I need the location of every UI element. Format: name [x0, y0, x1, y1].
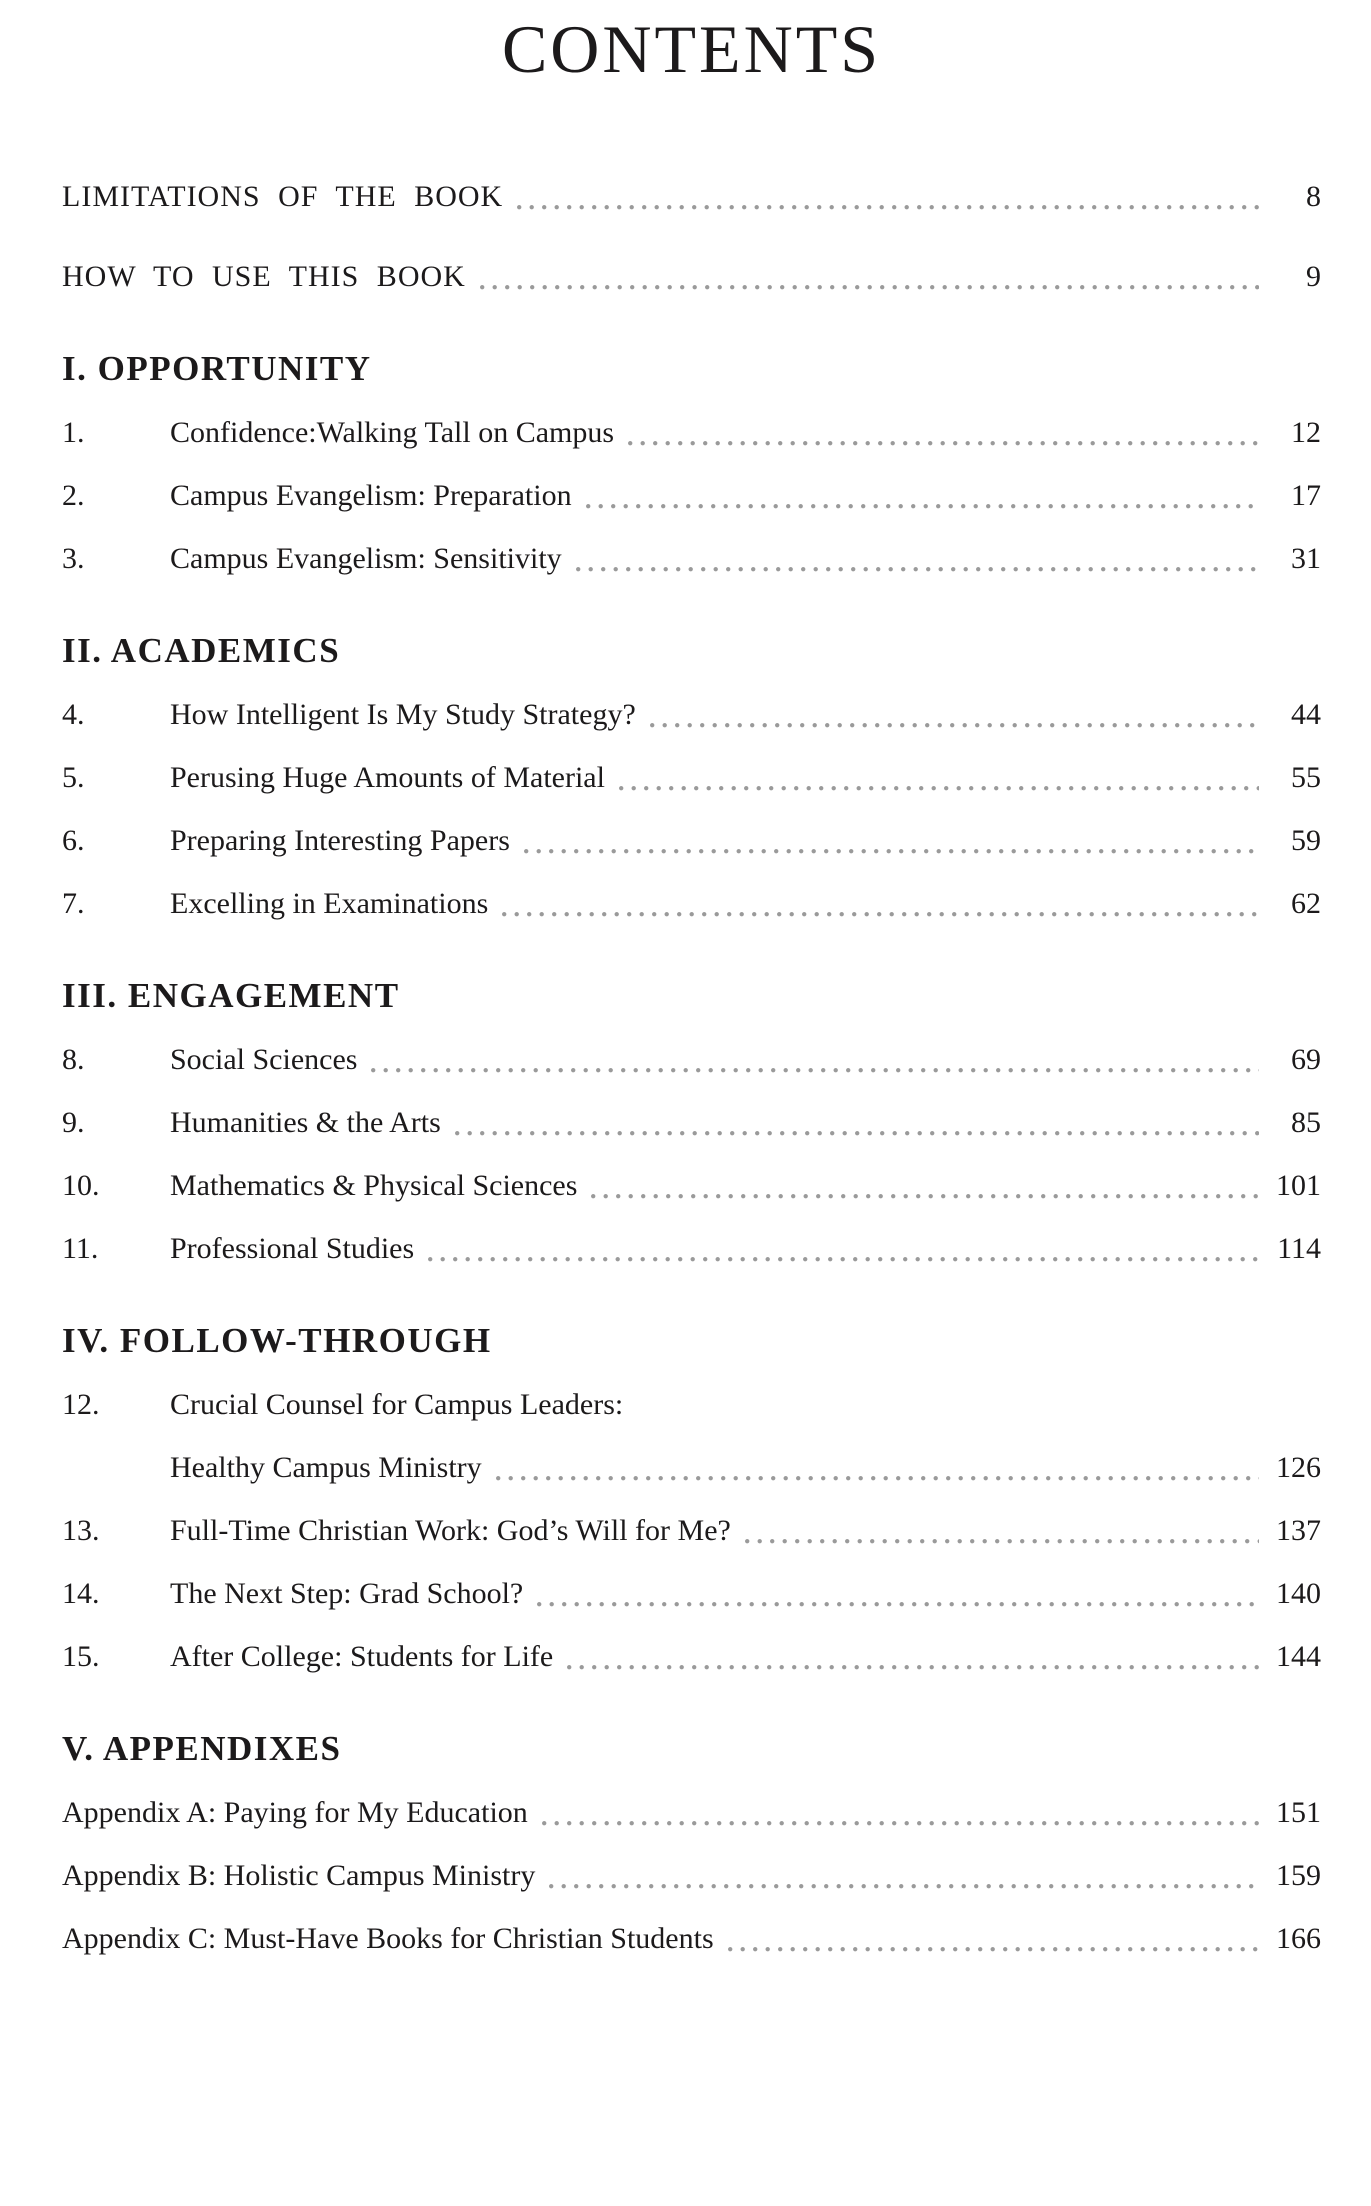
toc-entry-label: Full-Time Christian Work: God’s Will for Me? [170, 1514, 731, 1548]
toc-section-follow-through [62, 1321, 1321, 1675]
chapter-number: 7. [62, 887, 85, 921]
toc-entry-label: Mathematics & Physical Sciences [170, 1169, 578, 1203]
dot-leader [496, 1476, 1259, 1481]
section-heading: II. ACADEMICS [62, 631, 341, 671]
chapter-number: 14. [62, 1577, 100, 1611]
section-heading: IV. FOLLOW-THROUGH [62, 1321, 492, 1361]
toc-section-opportunity [62, 349, 1321, 577]
toc-row [62, 415, 1321, 451]
dot-leader [537, 1602, 1259, 1607]
dot-leader [586, 504, 1259, 509]
page-number: 144 [1276, 1640, 1321, 1674]
chapter-number: 15. [62, 1640, 100, 1674]
page-number: 12 [1291, 416, 1321, 450]
toc-entry-label: Social Sciences [170, 1043, 358, 1077]
toc-row [62, 1042, 1321, 1078]
toc-row [62, 1387, 1321, 1423]
chapter-number: 4. [62, 698, 85, 732]
toc-row [62, 1513, 1321, 1549]
dot-leader [549, 1884, 1259, 1889]
toc-entry-label: LIMITATIONS OF THE BOOK [62, 180, 504, 214]
page-number: 59 [1291, 824, 1321, 858]
page-number: 140 [1276, 1577, 1321, 1611]
section-heading: V. APPENDIXES [62, 1729, 342, 1769]
dot-leader [517, 205, 1259, 210]
chapter-number: 2. [62, 479, 85, 513]
page-number: 114 [1277, 1232, 1321, 1266]
page-number: 8 [1306, 180, 1321, 214]
dot-leader [502, 912, 1259, 917]
page-number: 126 [1276, 1451, 1321, 1485]
page-number: 44 [1291, 698, 1321, 732]
page-number: 9 [1306, 260, 1321, 294]
toc-entry-label: Campus Evangelism: Sensitivity [170, 542, 562, 576]
dot-leader [371, 1068, 1259, 1073]
toc-entry-label: Campus Evangelism: Preparation [170, 479, 572, 513]
chapter-number: 8. [62, 1043, 85, 1077]
toc-row [62, 541, 1321, 577]
toc-entry-label: Crucial Counsel for Campus Leaders: [170, 1388, 624, 1422]
front-matter-list [62, 179, 1321, 295]
toc-row [62, 1576, 1321, 1612]
page-number: 55 [1291, 761, 1321, 795]
toc-entry-label: Professional Studies [170, 1232, 415, 1266]
dot-leader [576, 567, 1259, 572]
section-heading: III. ENGAGEMENT [62, 976, 400, 1016]
chapter-number: 5. [62, 761, 85, 795]
toc-row [62, 823, 1321, 859]
toc-row [62, 697, 1321, 733]
chapter-number: 9. [62, 1106, 85, 1140]
toc-entry-label: Appendix C: Must-Have Books for Christian Students [62, 1922, 714, 1956]
toc-sections [62, 349, 1321, 1957]
page-number: 159 [1276, 1859, 1321, 1893]
toc-entry-label: Humanities & the Arts [170, 1106, 441, 1140]
toc-entry-label: Appendix B: Holistic Campus Ministry [62, 1859, 536, 1893]
toc-entry-label: The Next Step: Grad School? [170, 1577, 524, 1611]
page-number: 137 [1276, 1514, 1321, 1548]
toc-row [62, 760, 1321, 796]
toc-row [62, 1921, 1321, 1957]
dot-leader [628, 441, 1259, 446]
toc-row [62, 1231, 1321, 1267]
toc-row [62, 259, 1321, 295]
page-number: 166 [1276, 1922, 1321, 1956]
page-number: 62 [1291, 887, 1321, 921]
dot-leader [745, 1539, 1259, 1544]
page-number: 101 [1276, 1169, 1321, 1203]
page-number: 151 [1276, 1796, 1321, 1830]
toc-row [62, 1639, 1321, 1675]
chapter-number: 10. [62, 1169, 100, 1203]
dot-leader [619, 786, 1259, 791]
chapter-number: 13. [62, 1514, 100, 1548]
toc-entry-label: How Intelligent Is My Study Strategy? [170, 698, 636, 732]
toc-row [62, 1450, 1321, 1486]
toc-entry-label: Appendix A: Paying for My Education [62, 1796, 528, 1830]
toc-section-appendixes [62, 1729, 1321, 1957]
chapter-number: 6. [62, 824, 85, 858]
dot-leader [567, 1665, 1259, 1670]
dot-leader [728, 1947, 1259, 1952]
toc-row [62, 179, 1321, 215]
toc-entry-label: HOW TO USE THIS BOOK [62, 260, 466, 294]
toc-section-engagement [62, 976, 1321, 1267]
dot-leader [650, 723, 1259, 728]
chapter-number: 1. [62, 416, 85, 450]
toc-entry-label: Perusing Huge Amounts of Material [170, 761, 605, 795]
page-number: 85 [1291, 1106, 1321, 1140]
dot-leader [455, 1131, 1259, 1136]
toc-entry-label: Confidence:Walking Tall on Campus [170, 416, 615, 450]
chapter-number: 3. [62, 542, 85, 576]
page-number: 69 [1291, 1043, 1321, 1077]
toc-row [62, 1858, 1321, 1894]
dot-leader [542, 1821, 1259, 1826]
toc-entry-label: Healthy Campus Ministry [170, 1451, 482, 1485]
section-heading: I. OPPORTUNITY [62, 349, 372, 389]
toc-row [62, 1795, 1321, 1831]
dot-leader [591, 1194, 1259, 1199]
toc-entry-label: After College: Students for Life [170, 1640, 554, 1674]
toc-row [62, 1168, 1321, 1204]
toc-row [62, 478, 1321, 514]
chapter-number: 11. [62, 1232, 99, 1266]
toc-section-academics [62, 631, 1321, 922]
dot-leader [428, 1257, 1259, 1262]
page-number: 17 [1291, 479, 1321, 513]
dot-leader [524, 849, 1259, 854]
toc-row [62, 886, 1321, 922]
page-number: 31 [1291, 542, 1321, 576]
toc-entry-label: Excelling in Examinations [170, 887, 489, 921]
toc-entry-label: Preparing Interesting Papers [170, 824, 510, 858]
toc-row [62, 1105, 1321, 1141]
page-title: CONTENTS [501, 11, 882, 87]
chapter-number: 12. [62, 1388, 100, 1422]
dot-leader [480, 285, 1259, 290]
